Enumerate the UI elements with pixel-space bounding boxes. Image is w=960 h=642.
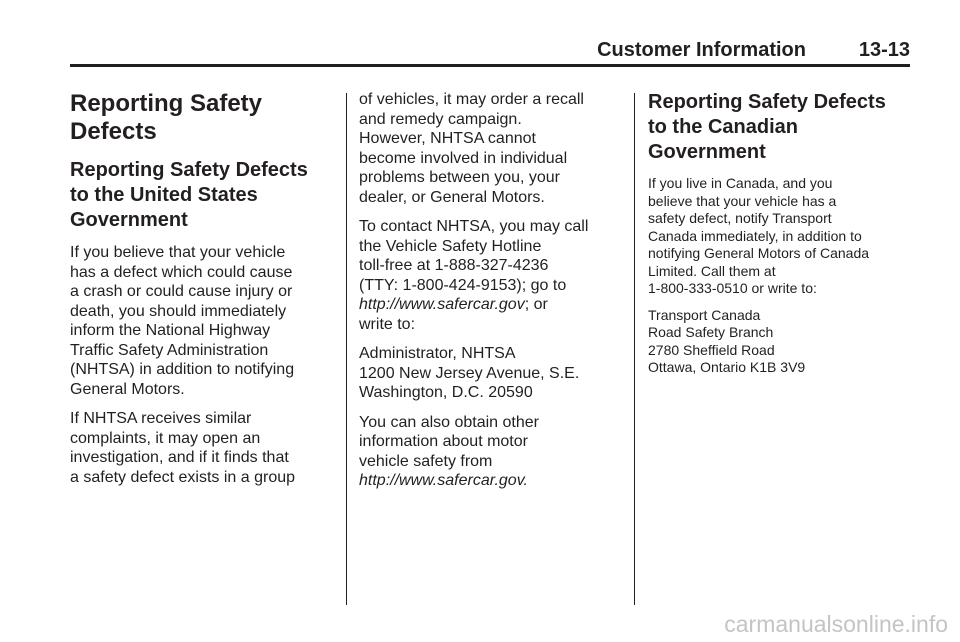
paragraph-nhtsa-complaints [70,409,332,487]
text-line: has a defect which could cause [70,263,293,281]
address-line: 2780 Sheffield Road [648,341,775,358]
address-transport-canada [648,307,910,377]
section-heading-line: to the United States [70,184,258,206]
header-page-number: 13-13 [858,39,910,61]
text-line: Canada immediately, in addition to [648,227,862,244]
address-line: 1200 New Jersey Avenue, S.E. [359,364,580,382]
text-line: vehicle safety from [359,452,493,470]
text-line: To contact NHTSA, you may call [359,218,589,235]
address-line: Washington, D.C. 20590 [359,384,533,401]
paragraph-us-intro [70,243,332,399]
column-1 [70,90,332,497]
paragraph-recall [359,90,623,207]
text-line: problems between you, your [359,169,560,186]
section-heading-canada [648,90,910,165]
text-line: a crash or could cause injury or [70,283,293,300]
address-line: Transport Canada [648,306,761,323]
text-line: General Motors. [70,380,185,398]
text-line: a safety defect exists in a group [70,468,296,486]
paragraph-more-info [359,413,623,491]
header-rule [70,64,910,67]
paragraph-contact-nhtsa [359,217,623,334]
column-3 [648,90,910,386]
page-header [70,38,910,62]
text-fragment: ; or [524,296,548,313]
safercar-link-2[interactable]: http://www.safercar.gov. [359,472,528,489]
text-line: and remedy campaign. [359,110,522,128]
text-line: If you believe that your vehicle [70,244,286,261]
text-line: dealer, or General Motors. [359,188,545,206]
text-line: (NHTSA) in addition to notifying [70,361,295,378]
page-title-line: Reporting Safety [70,90,263,117]
text-line: If you live in Canada, and you [648,175,833,191]
address-line: Ottawa, Ontario K1B 3V9 [648,359,806,375]
text-line: the Vehicle Safety Hotline [359,237,542,255]
text-line: complaints, it may open an [70,429,261,447]
page-title [70,90,332,146]
text-line-with-link [359,295,623,315]
text-line: notifying General Motors of Canada [648,245,870,261]
header-section-title: Customer Information [597,39,806,61]
watermark-text: carmanualsonline.info [724,611,948,637]
section-heading-line: Government [648,141,766,163]
text-line: 1-800-333-0510 or write to: [648,280,817,296]
text-line: of vehicles, it may order a recall [359,91,584,108]
section-heading-line: Reporting Safety Defects [648,91,886,113]
address-line: Administrator, NHTSA [359,345,516,362]
text-line: investigation, and if it finds that [70,449,289,466]
text-line: Limited. Call them at [648,262,776,279]
text-line: If NHTSA receives similar [70,410,252,427]
address-line: Road Safety Branch [648,324,774,340]
section-heading-line: to the Canadian [648,116,799,138]
text-line: Traffic Safety Administration [70,341,269,359]
column-2 [359,90,623,501]
text-line: believe that your vehicle has a [648,192,837,209]
text-line: (TTY: 1-800-424-9153); go to [359,276,567,294]
text-line: safety defect, notify Transport [648,210,832,226]
text-line: You can also obtain other [359,413,539,431]
section-heading-line: Reporting Safety Defects [70,159,308,181]
text-line: information about motor [359,433,528,450]
page-title-line: Defects [70,118,157,145]
safercar-link[interactable]: http://www.safercar.gov [359,296,525,313]
address-nhtsa [359,344,623,403]
column-divider-1 [346,93,347,605]
text-line: However, NHTSA cannot [359,130,536,147]
paragraph-canada-intro [648,175,910,298]
text-line: inform the National Highway [70,322,271,339]
section-heading-line: Government [70,209,188,231]
text-line: death, you should immediately [70,302,287,320]
column-divider-2 [634,93,635,605]
text-line: toll-free at 1-888-327-4236 [359,257,549,274]
text-line: write to: [359,315,416,333]
section-heading-us [70,158,332,233]
text-line: become involved in individual [359,149,568,167]
